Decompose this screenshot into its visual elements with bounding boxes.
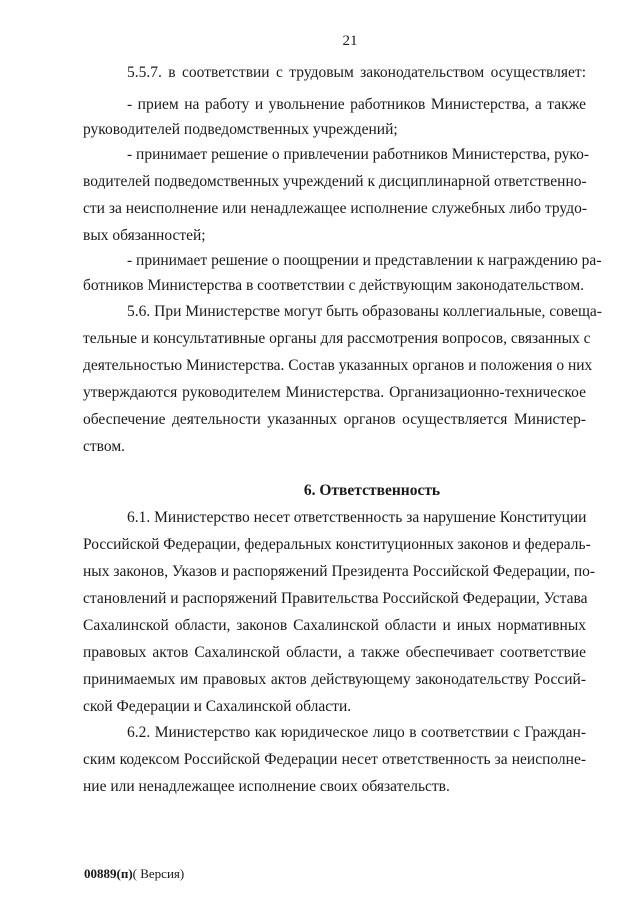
text-line: становлений и распоряжений Правительства Российской Федерации, Устава — [83, 590, 588, 607]
text-line: утверждаются руководителем Министерства. Организационно-техническое — [83, 384, 586, 401]
text-line: - прием на работу и увольнение работников Министерства, а также — [127, 96, 586, 113]
text-line: Сахалинской области, законов Сахалинской области и иных нормативных — [83, 617, 586, 634]
page-number: 21 — [342, 33, 358, 49]
text-line: вых обязанностей; — [83, 227, 206, 244]
text-line: - принимает решение о поощрении и представлении к награждению ра- — [127, 252, 602, 269]
text-line: ных законов, Указов и распоряжений Президента Российской Федерации, по- — [83, 563, 596, 580]
text-line: ством. — [83, 438, 126, 455]
text-line: 5.5.7. в соответствии с трудовым законодательством осуществляет: — [127, 64, 586, 81]
text-line: - принимает решение о привлечении работников Министерства, руко- — [127, 146, 590, 163]
text-line: Российской Федерации, федеральных конституционных законов и федераль- — [83, 536, 591, 553]
text-line: 6.2. Министерство как юридическое лицо в соответствии с Граждан- — [127, 724, 586, 741]
text-line: сти за неисполнение или ненадлежащее исполнение служебных либо трудо- — [83, 200, 588, 217]
text-line: ским кодексом Российской Федерации несет ответственность за неисполне- — [83, 751, 586, 768]
footer-version: ( Версия) — [132, 866, 185, 881]
text-line: обеспечение деятельности указанных органов осуществляется Министер- — [83, 411, 586, 428]
text-line: правовых актов Сахалинской области, а также обеспечивает соответствие — [83, 644, 586, 661]
section-heading: 6. Ответственность — [303, 482, 441, 499]
text-line: 5.6. При Министерстве могут быть образованы коллегиальные, совеща- — [127, 303, 602, 320]
footer-code: 00889(п) — [84, 866, 133, 881]
text-line: водителей подведомственных учреждений к дисциплинарной ответственно- — [83, 173, 587, 190]
text-line: деятельностью Министерства. Состав указанных органов и положения о них — [83, 357, 593, 374]
text-line: ботников Министерства в соответствии с действующим законодательством. — [83, 277, 585, 294]
text-line: тельные и консультативные органы для рассмотрения вопросов, связанных с — [83, 330, 591, 347]
text-line: принимаемых им правовых актов действующему законодательству Россий- — [83, 671, 586, 688]
footer-doc-code — [84, 866, 184, 882]
text-line: 6.1. Министерство несет ответственность за нарушение Конституции — [127, 509, 587, 526]
text-line: руководителей подведомственных учреждений; — [83, 121, 398, 138]
text-line: ние или ненадлежащее исполнение своих обязательств. — [83, 778, 450, 795]
text-line: ской Федерации и Сахалинской области. — [83, 698, 352, 715]
